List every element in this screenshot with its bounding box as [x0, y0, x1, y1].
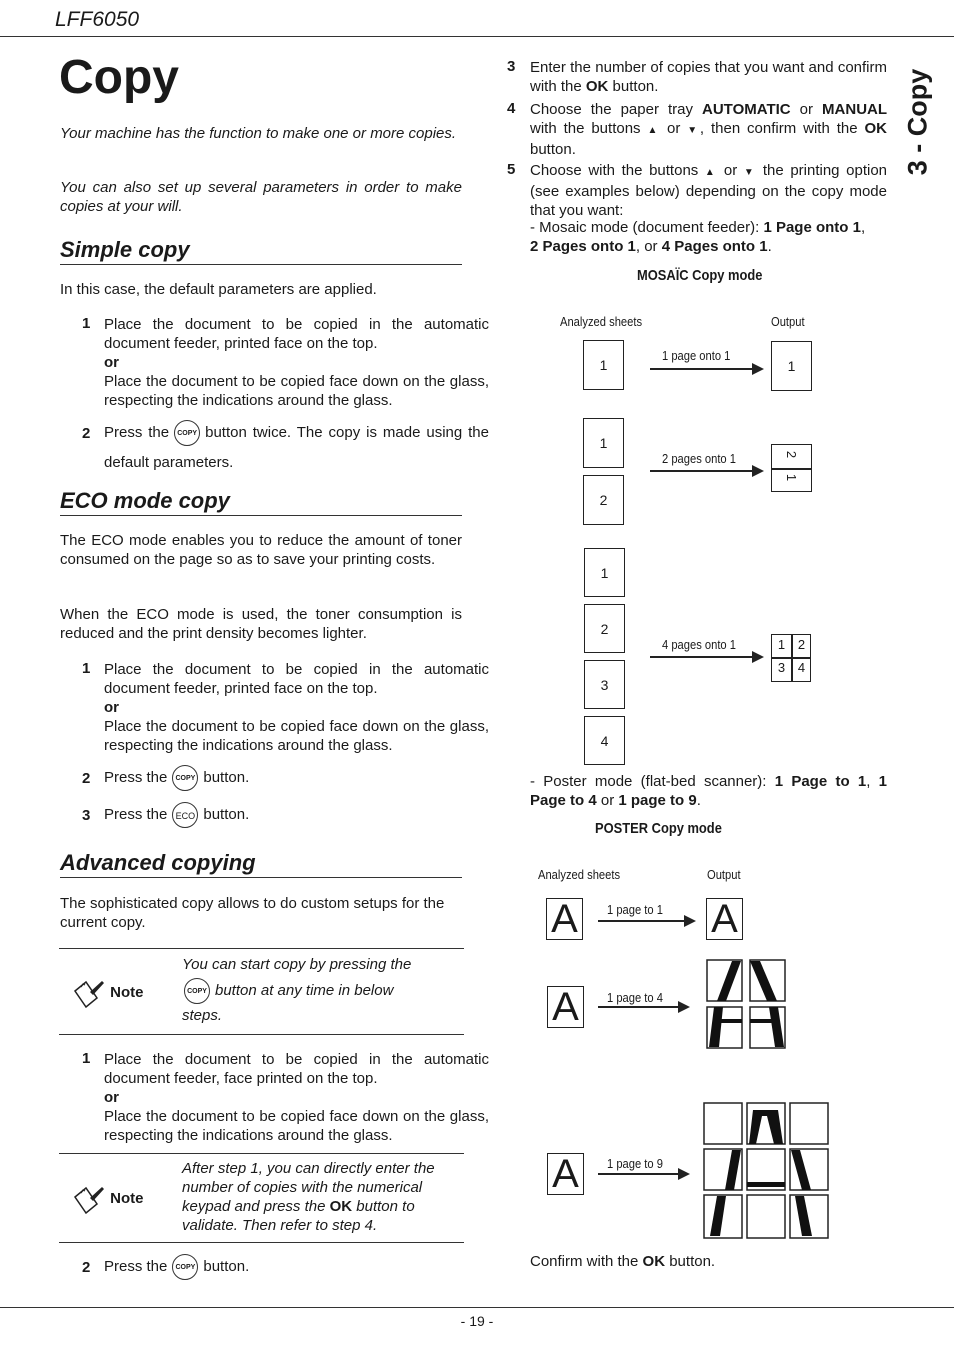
mosaic-option-2-label: 2 pages onto 1: [662, 451, 736, 466]
eco-step-2: [104, 763, 489, 793]
eco-button-icon: ECO: [172, 802, 198, 828]
mosaic-figure-title: MOSAÏC Copy mode: [637, 267, 763, 284]
step-text: or: [723, 162, 738, 179]
arrow-right-icon: [650, 368, 762, 370]
sheet-number: 2: [600, 620, 609, 637]
step-number: 1: [82, 660, 91, 677]
header-rule: [0, 36, 954, 37]
poster-option-3-label: 1 page to 9: [607, 1156, 663, 1171]
ok-label: OK: [864, 120, 887, 137]
note-block-2-label: [72, 1184, 182, 1214]
step-number: 5: [507, 161, 516, 178]
poster-analyzed-label: Analyzed sheets: [538, 867, 621, 882]
eco-step-1: [104, 660, 489, 755]
option-label: 1 Page to 4: [530, 773, 887, 809]
note-text: button to validate. Then refer to step 4.: [182, 1198, 415, 1234]
arrow-right-icon: [598, 1173, 688, 1175]
right-step-4: [530, 100, 887, 159]
sheet-number: 4: [797, 660, 806, 675]
poster-9-tiles: [703, 1102, 829, 1240]
analyzed-sheet: [583, 340, 624, 390]
note-rule: [59, 1153, 464, 1154]
note-rule: [59, 948, 464, 949]
step-text: the printing option (see examples below) depending on the copy mode that you want:: [530, 162, 888, 219]
step-text: Place the document to be copied face down on the glass, respecting the indications around the glass.: [104, 718, 489, 754]
note-text: steps.: [182, 1007, 223, 1024]
sheet-number: 2: [599, 492, 608, 508]
eco-step-3: [104, 800, 489, 830]
note-pencil-icon: [72, 1184, 106, 1214]
note-label: Note: [110, 1189, 144, 1207]
poster-option-2-label: 1 page to 4: [607, 990, 663, 1005]
manual-label: MANUAL: [822, 101, 888, 118]
or-label: or: [104, 699, 119, 716]
step-text: button twice. The copy is made using the default parameters.: [104, 424, 489, 471]
step-text: button.: [203, 1258, 250, 1275]
intro-1: Your machine has the function to make one or more copies.: [60, 125, 457, 142]
sheet-number: 2: [797, 637, 806, 652]
step-text: Press the: [104, 424, 170, 441]
chapter-tab-label: 3 - Copy: [902, 68, 933, 176]
step-number: 1: [82, 1050, 91, 1067]
step-number: 3: [82, 807, 91, 824]
chapter-tab: [898, 62, 938, 182]
advanced-step-2: [104, 1252, 489, 1282]
output-sheet: [771, 634, 811, 682]
note-pencil-icon: [72, 978, 106, 1008]
arrow-down-icon: ▼: [743, 167, 757, 178]
step-text: - Poster mode (flat-bed scanner):: [530, 773, 767, 790]
note-label: Note: [110, 983, 144, 1001]
note-1-text: [182, 955, 462, 1025]
step-text: Place the document to be copied face down on the glass, respecting the indications around the glass.: [104, 1108, 489, 1144]
option-label: 4 Pages onto 1: [661, 238, 768, 255]
copy-button-icon: COPY: [172, 1254, 198, 1280]
arrow-right-icon: [598, 920, 694, 922]
note-block-1-label: [72, 978, 182, 1008]
note-2-text: [182, 1159, 462, 1235]
sheet-number: 4: [600, 732, 609, 749]
arrow-up-icon: ▲: [647, 125, 661, 136]
sheet-number: 1: [777, 637, 786, 652]
analyzed-sheet: [584, 660, 625, 709]
mosaic-output-label: Output: [771, 314, 805, 329]
mosaic-options: - Mosaic mode (document feeder): 1 Page onto 1, 2 Pages onto 1, or 4 Pages onto 1.: [530, 219, 866, 255]
or-label: or: [104, 354, 119, 371]
step-text: button.: [612, 78, 659, 95]
option-label: 1 page to 9: [618, 792, 697, 809]
section-advanced-copying: Advanced copying: [60, 850, 462, 878]
note-text: button at any time in below: [215, 982, 394, 999]
copy-button-icon: COPY: [184, 978, 210, 1004]
step-text: Place the document to be copied in the automatic document feeder, face printed on the top.: [104, 1051, 489, 1087]
step-text: Press the: [104, 769, 168, 786]
page-number: - 19 -: [460, 1313, 494, 1329]
analyzed-sheet: [584, 548, 625, 597]
sheet-number: 3: [777, 660, 786, 675]
mosaic-option-3-label: 4 pages onto 1: [662, 637, 736, 652]
step-number: 2: [82, 770, 91, 787]
sheet-number: 1: [600, 564, 609, 581]
page-title: Copy: [59, 51, 179, 104]
poster-4-tiles: [706, 959, 786, 1049]
header-model: LFF6050: [55, 8, 140, 31]
analyzed-sheet: [583, 475, 624, 525]
option-label: 2 Pages onto 1: [530, 238, 636, 255]
step-text: button.: [203, 806, 250, 823]
step-text: button.: [669, 1253, 716, 1270]
simple-step-2: [104, 418, 489, 478]
sheet-number: 1: [787, 358, 796, 374]
poster-analyzed-sheet: A: [546, 898, 583, 940]
arrow-right-icon: [598, 1006, 688, 1008]
simple-step-1: [104, 315, 489, 410]
sheet-number: 2: [784, 450, 799, 459]
option-label: 1 Page onto 1: [763, 219, 861, 236]
sheet-number: 3: [600, 676, 609, 693]
poster-output-sheet: A: [706, 898, 743, 940]
step-text: , then confirm with the: [699, 120, 858, 137]
intro-2: You can also set up several parameters in order to make copies at your will.: [60, 179, 462, 215]
copy-button-icon: COPY: [174, 420, 200, 446]
step-text: , or: [635, 238, 658, 255]
poster-analyzed-sheet: A: [547, 1153, 584, 1195]
step-text: button.: [530, 141, 576, 158]
step-text: or: [667, 120, 681, 137]
analyzed-sheet: [583, 418, 624, 468]
eco-para-2: When the ECO mode is used, the toner consumption is reduced and the print density becomes lighter.: [60, 606, 462, 642]
automatic-label: AUTOMATIC: [702, 101, 791, 118]
option-label: 1 Page to 1: [774, 773, 867, 790]
step-text: Choose the paper tray: [530, 101, 693, 118]
step-text: Place the document to be copied face down on the glass, respecting the indications around the glass.: [104, 373, 489, 409]
poster-option-1-label: 1 page to 1: [607, 902, 663, 917]
section-simple-copy: Simple copy: [60, 237, 462, 265]
step-text: or: [799, 101, 813, 118]
step-text: Place the document to be copied in the automatic document feeder, printed face on the top.: [104, 661, 489, 697]
analyzed-sheet: [584, 716, 625, 765]
step-number: 1: [82, 315, 91, 332]
step-text: Confirm with the: [530, 1253, 639, 1270]
right-step-3: [530, 58, 887, 96]
note-text: You can start copy by pressing the: [182, 956, 412, 973]
poster-options: - Poster mode (flat-bed scanner): 1 Page to 1, 1 Page to 4 or 1 page to 9.: [530, 773, 887, 809]
step-text: or: [600, 792, 615, 809]
ok-label: OK: [585, 78, 609, 95]
step-number: 3: [507, 58, 516, 75]
right-step-5: [530, 161, 887, 220]
step-text: Place the document to be copied in the automatic document feeder, printed face on the top.: [104, 316, 489, 352]
output-sheet: [771, 444, 812, 492]
poster-analyzed-sheet: A: [547, 986, 584, 1028]
step-text: Press the: [104, 1258, 168, 1275]
section-eco-copy: ECO mode copy: [60, 488, 462, 516]
note-rule: [59, 1034, 464, 1035]
step-text: button.: [203, 769, 250, 786]
analyzed-sheet: [584, 604, 625, 653]
ok-label: OK: [642, 1253, 666, 1270]
or-label: or: [104, 1089, 119, 1106]
step-number: 2: [82, 425, 91, 442]
step-text: - Mosaic mode (document feeder):: [530, 219, 760, 236]
sheet-number: 1: [599, 357, 608, 373]
note-text: After step 1, you can directly enter the number of copies with the numerical keypad and press the: [182, 1160, 435, 1215]
advanced-intro: The sophisticated copy allows to do custom setups for the current copy.: [60, 895, 445, 931]
eco-para-1: The ECO mode enables you to reduce the amount of toner consumed on the page so as to save your printing costs.: [60, 532, 462, 568]
note-rule: [59, 1242, 464, 1243]
confirm-text: [530, 1252, 715, 1271]
advanced-step-1: [104, 1050, 489, 1145]
sheet-number: 1: [784, 473, 799, 482]
arrow-up-icon: ▲: [704, 167, 718, 178]
poster-output-label: Output: [707, 867, 741, 882]
mosaic-option-1-label: 1 page onto 1: [662, 348, 731, 363]
step-text: Press the: [104, 806, 168, 823]
arrow-right-icon: [650, 656, 762, 658]
sheet-number: 1: [599, 435, 608, 451]
step-text: Enter the number of copies that you want and confirm with the: [530, 59, 887, 95]
step-text: with the buttons: [530, 120, 641, 137]
mosaic-analyzed-label: Analyzed sheets: [560, 314, 643, 329]
step-number: 4: [507, 100, 516, 117]
footer-rule: [0, 1307, 954, 1308]
copy-button-icon: COPY: [172, 765, 198, 791]
step-text: Choose with the buttons: [530, 162, 699, 179]
ok-label: OK: [329, 1198, 353, 1215]
output-sheet: [771, 341, 812, 391]
step-number: 2: [82, 1259, 91, 1276]
arrow-right-icon: [650, 470, 762, 472]
arrow-down-icon: ▼: [687, 125, 700, 136]
simple-intro: In this case, the default parameters are applied.: [60, 281, 377, 298]
poster-figure-title: POSTER Copy mode: [595, 820, 722, 837]
